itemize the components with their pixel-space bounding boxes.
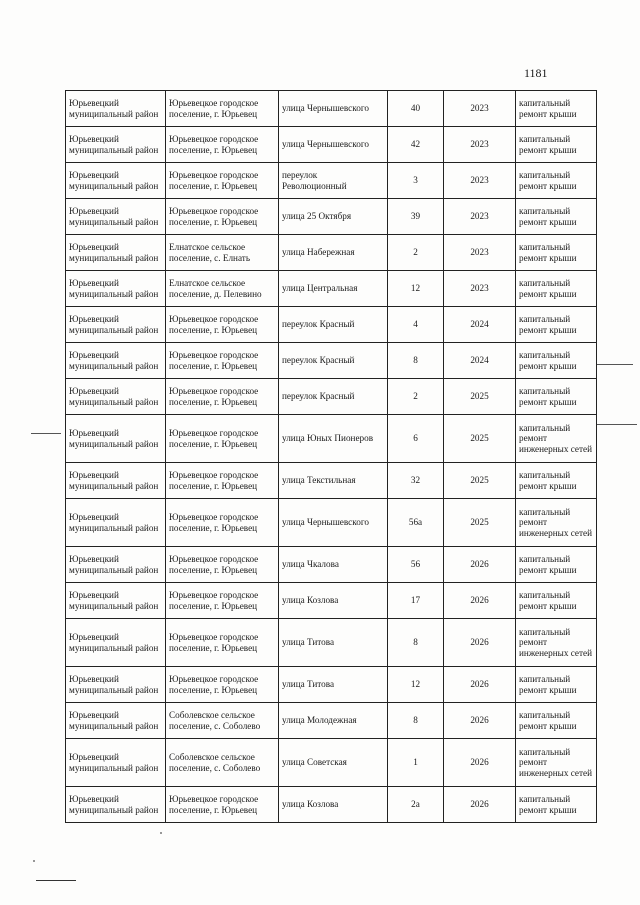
margin-mark — [597, 424, 637, 425]
district-cell: Юрьевецкий муниципальный район — [66, 547, 166, 583]
year-cell: 2026 — [444, 583, 516, 619]
house-number-cell: 6 — [388, 415, 444, 463]
work-type-cell: капитальный ремонт крыши — [516, 235, 597, 271]
table-row — [66, 739, 597, 787]
settlement-cell: Елнатское сельское поселение, с. Елнать — [166, 235, 279, 271]
district-cell: Юрьевецкий муниципальный район — [66, 379, 166, 415]
scan-speck — [33, 860, 35, 862]
footer-mark — [36, 880, 76, 881]
settlement-cell: Юрьевецкое городское поселение, г. Юрьевец — [166, 307, 279, 343]
settlement-cell: Юрьевецкое городское поселение, г. Юрьевец — [166, 163, 279, 199]
house-number-cell: 39 — [388, 199, 444, 235]
settlement-cell: Юрьевецкое городское поселение, г. Юрьевец — [166, 583, 279, 619]
year-cell: 2025 — [444, 463, 516, 499]
work-type-cell: капитальный ремонт крыши — [516, 199, 597, 235]
district-cell: Юрьевецкий муниципальный район — [66, 235, 166, 271]
work-type-cell: капитальный ремонт инженерных сетей — [516, 739, 597, 787]
table-row — [66, 91, 597, 127]
settlement-cell: Юрьевецкое городское поселение, г. Юрьевец — [166, 379, 279, 415]
settlement-cell: Елнатское сельское поселение, д. Пелевино — [166, 271, 279, 307]
year-cell: 2024 — [444, 307, 516, 343]
house-number-cell: 56а — [388, 499, 444, 547]
year-cell: 2025 — [444, 415, 516, 463]
year-cell: 2026 — [444, 619, 516, 667]
year-cell: 2023 — [444, 163, 516, 199]
settlement-cell: Юрьевецкое городское поселение, г. Юрьевец — [166, 499, 279, 547]
street-cell: улица Центральная — [279, 271, 388, 307]
district-cell: Юрьевецкий муниципальный район — [66, 343, 166, 379]
street-cell: улица Чкалова — [279, 547, 388, 583]
table-row — [66, 379, 597, 415]
work-type-cell: капитальный ремонт крыши — [516, 379, 597, 415]
district-cell: Юрьевецкий муниципальный район — [66, 415, 166, 463]
year-cell: 2025 — [444, 499, 516, 547]
margin-mark — [597, 364, 633, 365]
house-number-cell: 17 — [388, 583, 444, 619]
street-cell: улица Титова — [279, 667, 388, 703]
work-type-cell: капитальный ремонт крыши — [516, 271, 597, 307]
district-cell: Юрьевецкий муниципальный район — [66, 463, 166, 499]
settlement-cell: Юрьевецкое городское поселение, г. Юрьевец — [166, 415, 279, 463]
house-number-cell: 12 — [388, 667, 444, 703]
district-cell: Юрьевецкий муниципальный район — [66, 163, 166, 199]
house-number-cell: 2 — [388, 379, 444, 415]
street-cell: переулок Красный — [279, 307, 388, 343]
house-number-cell: 8 — [388, 703, 444, 739]
street-cell: переулок Красный — [279, 343, 388, 379]
table-row — [66, 583, 597, 619]
district-cell: Юрьевецкий муниципальный район — [66, 91, 166, 127]
district-cell: Юрьевецкий муниципальный район — [66, 703, 166, 739]
year-cell: 2025 — [444, 379, 516, 415]
table-row — [66, 199, 597, 235]
table-row — [66, 235, 597, 271]
street-cell: улица 25 Октября — [279, 199, 388, 235]
settlement-cell: Юрьевецкое городское поселение, г. Юрьевец — [166, 787, 279, 823]
street-cell: переулок Революционный — [279, 163, 388, 199]
settlement-cell: Юрьевецкое городское поселение, г. Юрьевец — [166, 463, 279, 499]
street-cell: улица Чернышевского — [279, 127, 388, 163]
page-number: 1181 — [524, 66, 548, 80]
work-type-cell: капитальный ремонт крыши — [516, 583, 597, 619]
table-row — [66, 667, 597, 703]
table-row — [66, 703, 597, 739]
year-cell: 2026 — [444, 667, 516, 703]
house-number-cell: 3 — [388, 163, 444, 199]
table-row — [66, 619, 597, 667]
house-number-cell: 56 — [388, 547, 444, 583]
year-cell: 2023 — [444, 91, 516, 127]
work-type-cell: капитальный ремонт крыши — [516, 163, 597, 199]
settlement-cell: Соболевское сельское поселение, с. Соболево — [166, 703, 279, 739]
table-row — [66, 499, 597, 547]
table-row — [66, 127, 597, 163]
house-number-cell: 12 — [388, 271, 444, 307]
street-cell: улица Титова — [279, 619, 388, 667]
settlement-cell: Юрьевецкое городское поселение, г. Юрьевец — [166, 547, 279, 583]
table-row — [66, 547, 597, 583]
street-cell: переулок Красный — [279, 379, 388, 415]
settlement-cell: Юрьевецкое городское поселение, г. Юрьевец — [166, 343, 279, 379]
district-cell: Юрьевецкий муниципальный район — [66, 307, 166, 343]
settlement-cell: Соболевское сельское поселение, с. Соболево — [166, 739, 279, 787]
year-cell: 2024 — [444, 343, 516, 379]
work-type-cell: капитальный ремонт крыши — [516, 547, 597, 583]
district-cell: Юрьевецкий муниципальный район — [66, 787, 166, 823]
district-cell: Юрьевецкий муниципальный район — [66, 619, 166, 667]
year-cell: 2023 — [444, 199, 516, 235]
table-row — [66, 271, 597, 307]
district-cell: Юрьевецкий муниципальный район — [66, 499, 166, 547]
settlement-cell: Юрьевецкое городское поселение, г. Юрьевец — [166, 619, 279, 667]
house-number-cell: 2а — [388, 787, 444, 823]
table-row — [66, 787, 597, 823]
street-cell: улица Текстильная — [279, 463, 388, 499]
year-cell: 2026 — [444, 787, 516, 823]
settlement-cell: Юрьевецкое городское поселение, г. Юрьевец — [166, 667, 279, 703]
year-cell: 2023 — [444, 271, 516, 307]
table-row — [66, 463, 597, 499]
district-cell: Юрьевецкий муниципальный район — [66, 199, 166, 235]
street-cell: улица Советская — [279, 739, 388, 787]
table-row — [66, 343, 597, 379]
district-cell: Юрьевецкий муниципальный район — [66, 583, 166, 619]
street-cell: улица Козлова — [279, 787, 388, 823]
district-cell: Юрьевецкий муниципальный район — [66, 667, 166, 703]
settlement-cell: Юрьевецкое городское поселение, г. Юрьевец — [166, 91, 279, 127]
street-cell: улица Юных Пионеров — [279, 415, 388, 463]
house-number-cell: 32 — [388, 463, 444, 499]
work-type-cell: капитальный ремонт крыши — [516, 667, 597, 703]
year-cell: 2026 — [444, 547, 516, 583]
scan-speck — [160, 832, 162, 834]
work-type-cell: капитальный ремонт крыши — [516, 307, 597, 343]
work-type-cell: капитальный ремонт инженерных сетей — [516, 415, 597, 463]
year-cell: 2026 — [444, 739, 516, 787]
house-number-cell: 8 — [388, 343, 444, 379]
housing-repair-table — [65, 90, 597, 823]
work-type-cell: капитальный ремонт крыши — [516, 787, 597, 823]
work-type-cell: капитальный ремонт крыши — [516, 463, 597, 499]
year-cell: 2023 — [444, 127, 516, 163]
street-cell: улица Молодежная — [279, 703, 388, 739]
table-row — [66, 163, 597, 199]
table-row — [66, 415, 597, 463]
year-cell: 2023 — [444, 235, 516, 271]
house-number-cell: 40 — [388, 91, 444, 127]
table-body — [66, 91, 597, 823]
work-type-cell: капитальный ремонт крыши — [516, 91, 597, 127]
house-number-cell: 4 — [388, 307, 444, 343]
street-cell: улица Набережная — [279, 235, 388, 271]
margin-mark — [31, 433, 61, 434]
district-cell: Юрьевецкий муниципальный район — [66, 739, 166, 787]
house-number-cell: 42 — [388, 127, 444, 163]
work-type-cell: капитальный ремонт инженерных сетей — [516, 499, 597, 547]
work-type-cell: капитальный ремонт инженерных сетей — [516, 619, 597, 667]
work-type-cell: капитальный ремонт крыши — [516, 343, 597, 379]
table-row — [66, 307, 597, 343]
work-type-cell: капитальный ремонт крыши — [516, 703, 597, 739]
street-cell: улица Чернышевского — [279, 499, 388, 547]
settlement-cell: Юрьевецкое городское поселение, г. Юрьевец — [166, 127, 279, 163]
settlement-cell: Юрьевецкое городское поселение, г. Юрьевец — [166, 199, 279, 235]
work-type-cell: капитальный ремонт крыши — [516, 127, 597, 163]
district-cell: Юрьевецкий муниципальный район — [66, 271, 166, 307]
house-number-cell: 2 — [388, 235, 444, 271]
house-number-cell: 8 — [388, 619, 444, 667]
street-cell: улица Козлова — [279, 583, 388, 619]
district-cell: Юрьевецкий муниципальный район — [66, 127, 166, 163]
house-number-cell: 1 — [388, 739, 444, 787]
street-cell: улица Чернышевского — [279, 91, 388, 127]
year-cell: 2026 — [444, 703, 516, 739]
